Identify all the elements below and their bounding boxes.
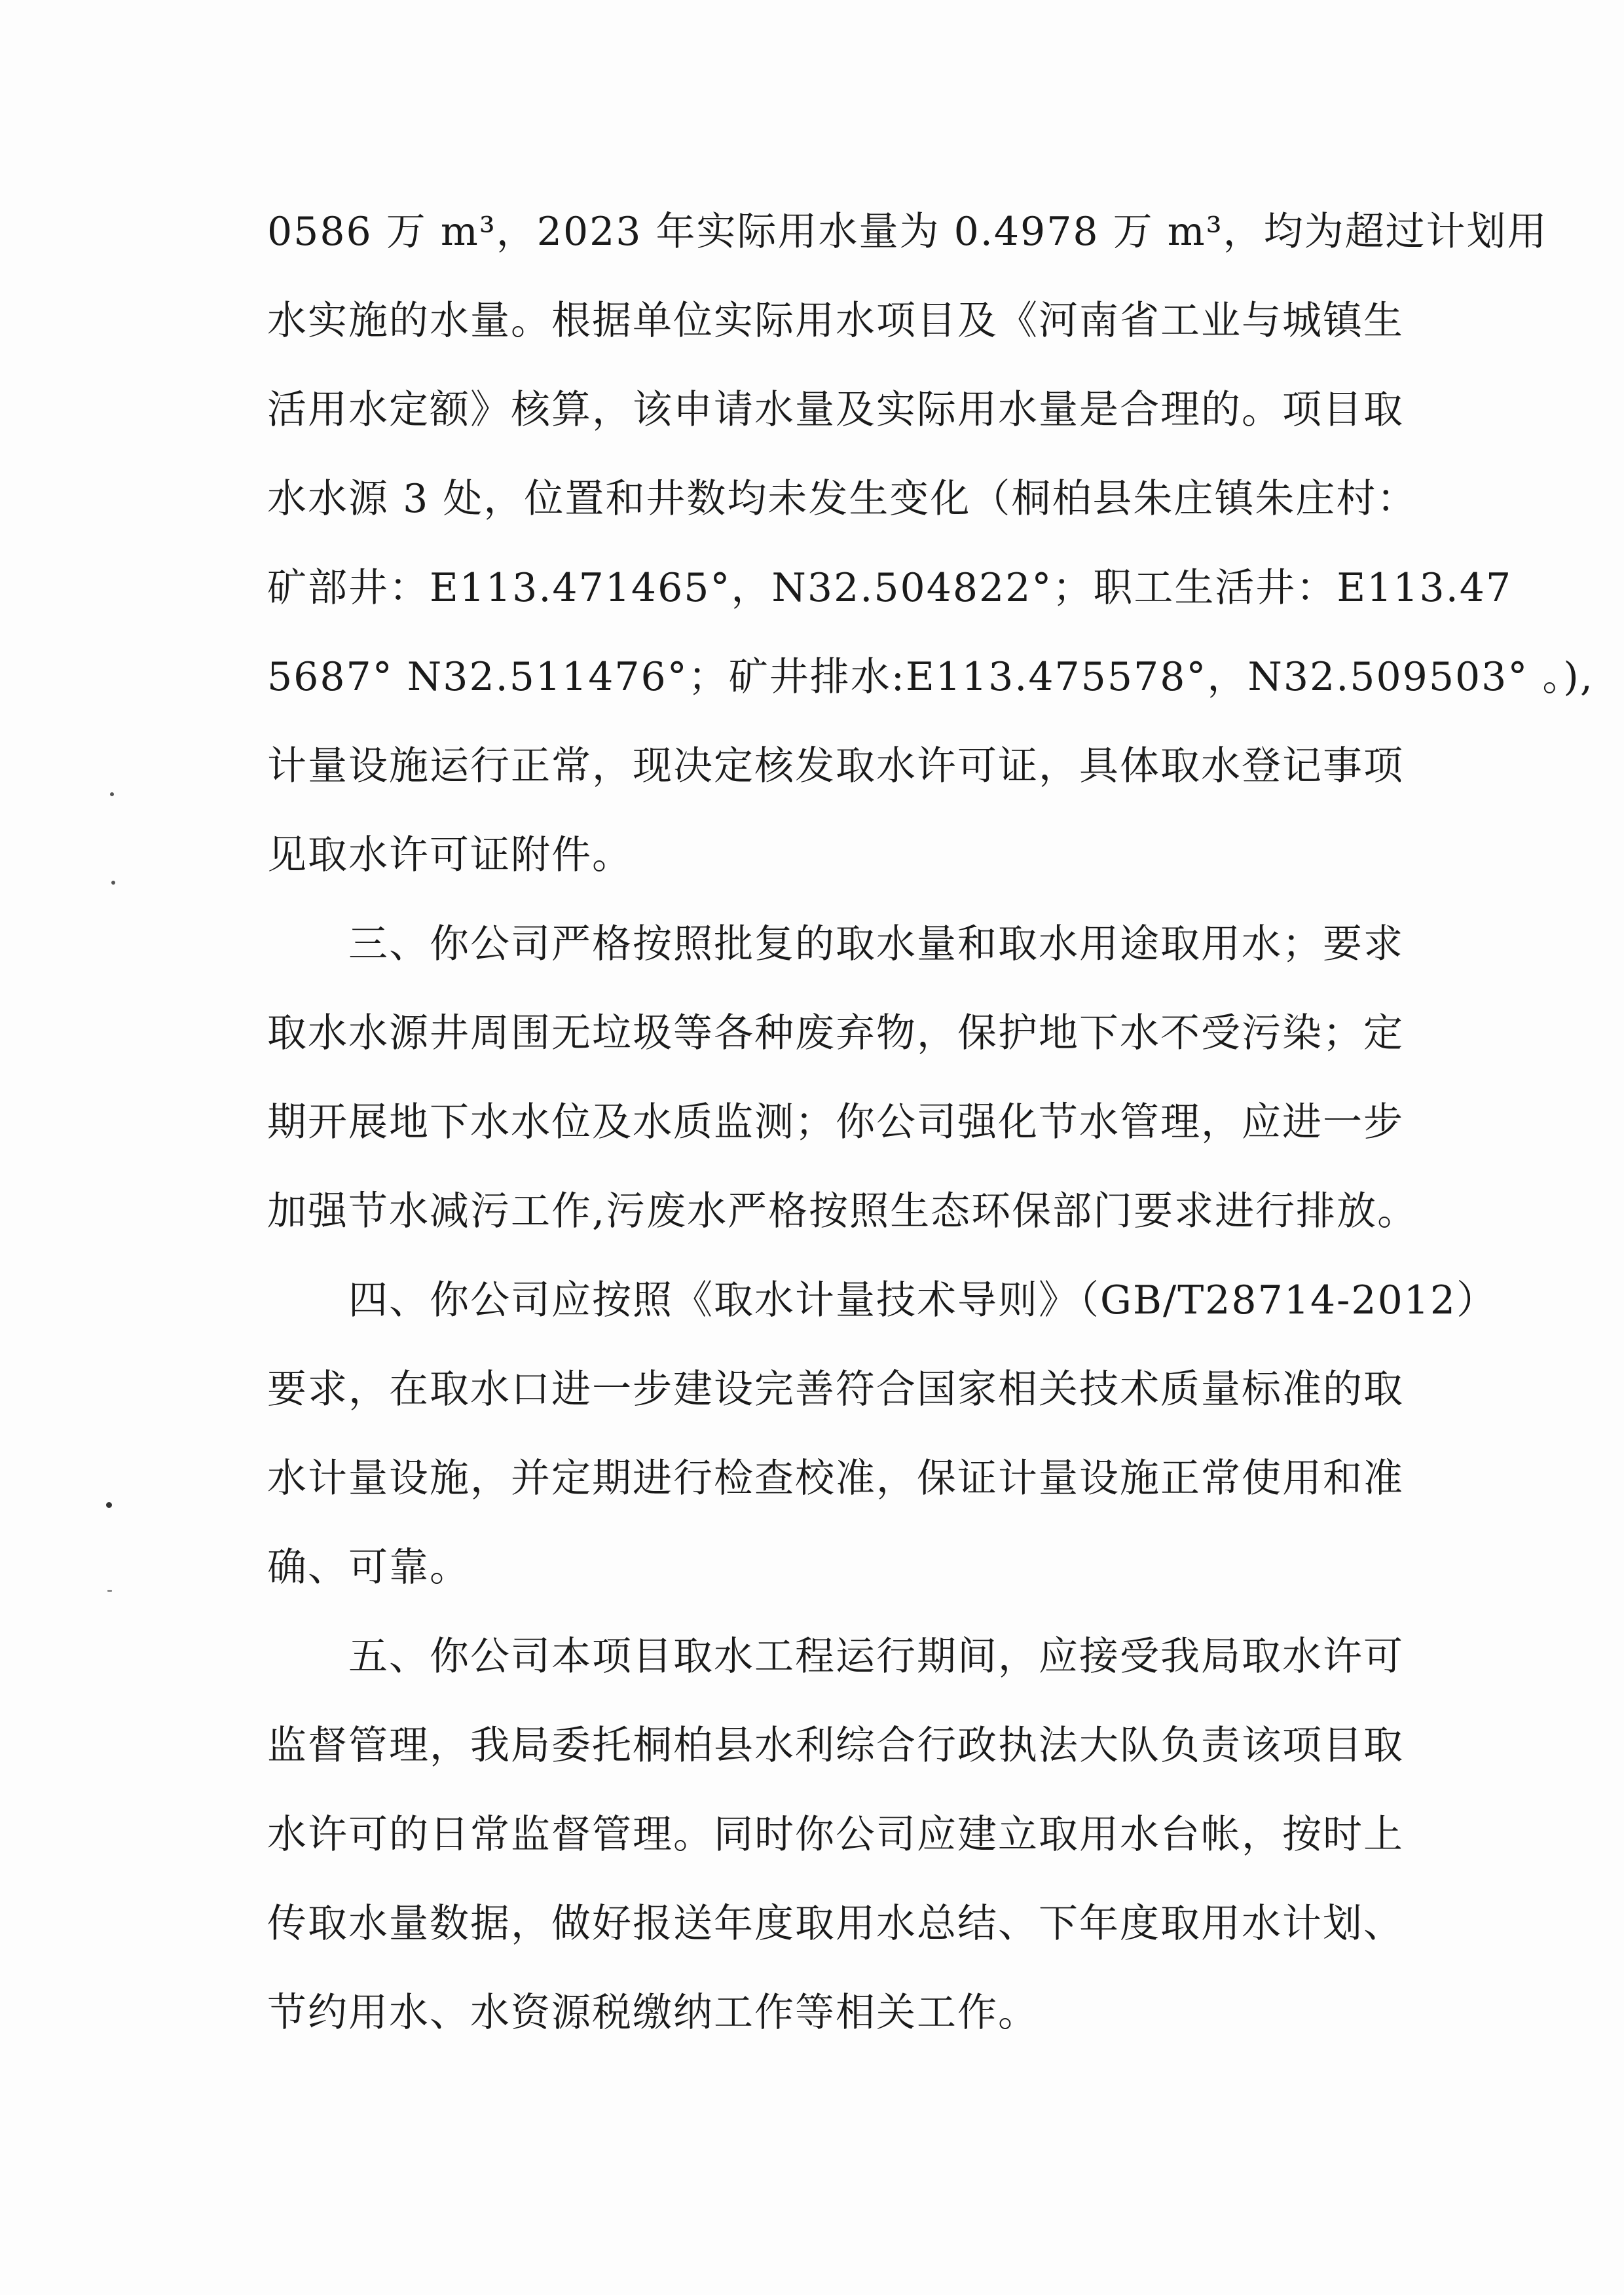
body-line: 活用水定额》核算，该申请水量及实际用水量是合理的。项目取 <box>267 387 1404 433</box>
body-line: 水许可的日常监督管理。同时你公司应建立取用水台帐，按时上 <box>267 1812 1404 1858</box>
paragraph-four-start: 四、你公司应按照《取水计量技术导则》（GB/T28714-2012） <box>348 1277 1498 1323</box>
body-line: 传取水量数据，做好报送年度取用水总结、下年度取用水计划、 <box>267 1901 1404 1947</box>
body-line: 计量设施运行正常，现决定核发取水许可证，具体取水登记事项 <box>267 743 1404 789</box>
document-body <box>267 187 1594 2057</box>
body-line: 确、可靠。 <box>267 1545 470 1590</box>
body-line: 矿部井：E113.471465°，N32.504822°；职工生活井：E113.47 <box>267 565 1513 611</box>
body-line: 0586 万 m³，2023 年实际用水量为 0.4978 万 m³，均为超过计划用 <box>267 209 1548 255</box>
scan-speck <box>110 792 114 796</box>
body-line: 取水水源井周围无垃圾等各种废弃物，保护地下水不受污染；定 <box>267 1010 1404 1056</box>
body-line: 要求，在取水口进一步建设完善符合国家相关技术质量标准的取 <box>267 1367 1404 1412</box>
scan-speck <box>107 1590 112 1592</box>
body-line: 5687° N32.511476°；矿井排水:E113.475578°，N32.509503° 。), <box>267 654 1594 700</box>
scan-speck <box>106 1502 112 1508</box>
body-line: 见取水许可证附件。 <box>267 832 633 878</box>
scan-speck <box>111 881 115 885</box>
body-line: 期开展地下水水位及水质监测；你公司强化节水管理，应进一步 <box>267 1099 1404 1145</box>
paragraph-three-start: 三、你公司严格按照批复的取水量和取水用途取用水；要求 <box>348 921 1404 967</box>
body-line: 水实施的水量。根据单位实际用水项目及《河南省工业与城镇生 <box>267 298 1404 344</box>
paragraph-five-start: 五、你公司本项目取水工程运行期间，应接受我局取水许可 <box>348 1634 1404 1680</box>
body-line: 节约用水、水资源税缴纳工作等相关工作。 <box>267 1990 1039 2036</box>
body-line: 水计量设施，并定期进行检查校准，保证计量设施正常使用和准 <box>267 1456 1404 1501</box>
body-line: 监督管理，我局委托桐柏县水利综合行政执法大队负责该项目取 <box>267 1723 1404 1769</box>
body-line: 加强节水减污工作,污废水严格按照生态环保部门要求进行排放。 <box>267 1188 1418 1234</box>
body-line: 水水源 3 处，位置和井数均未发生变化（桐柏县朱庄镇朱庄村： <box>267 476 1418 522</box>
